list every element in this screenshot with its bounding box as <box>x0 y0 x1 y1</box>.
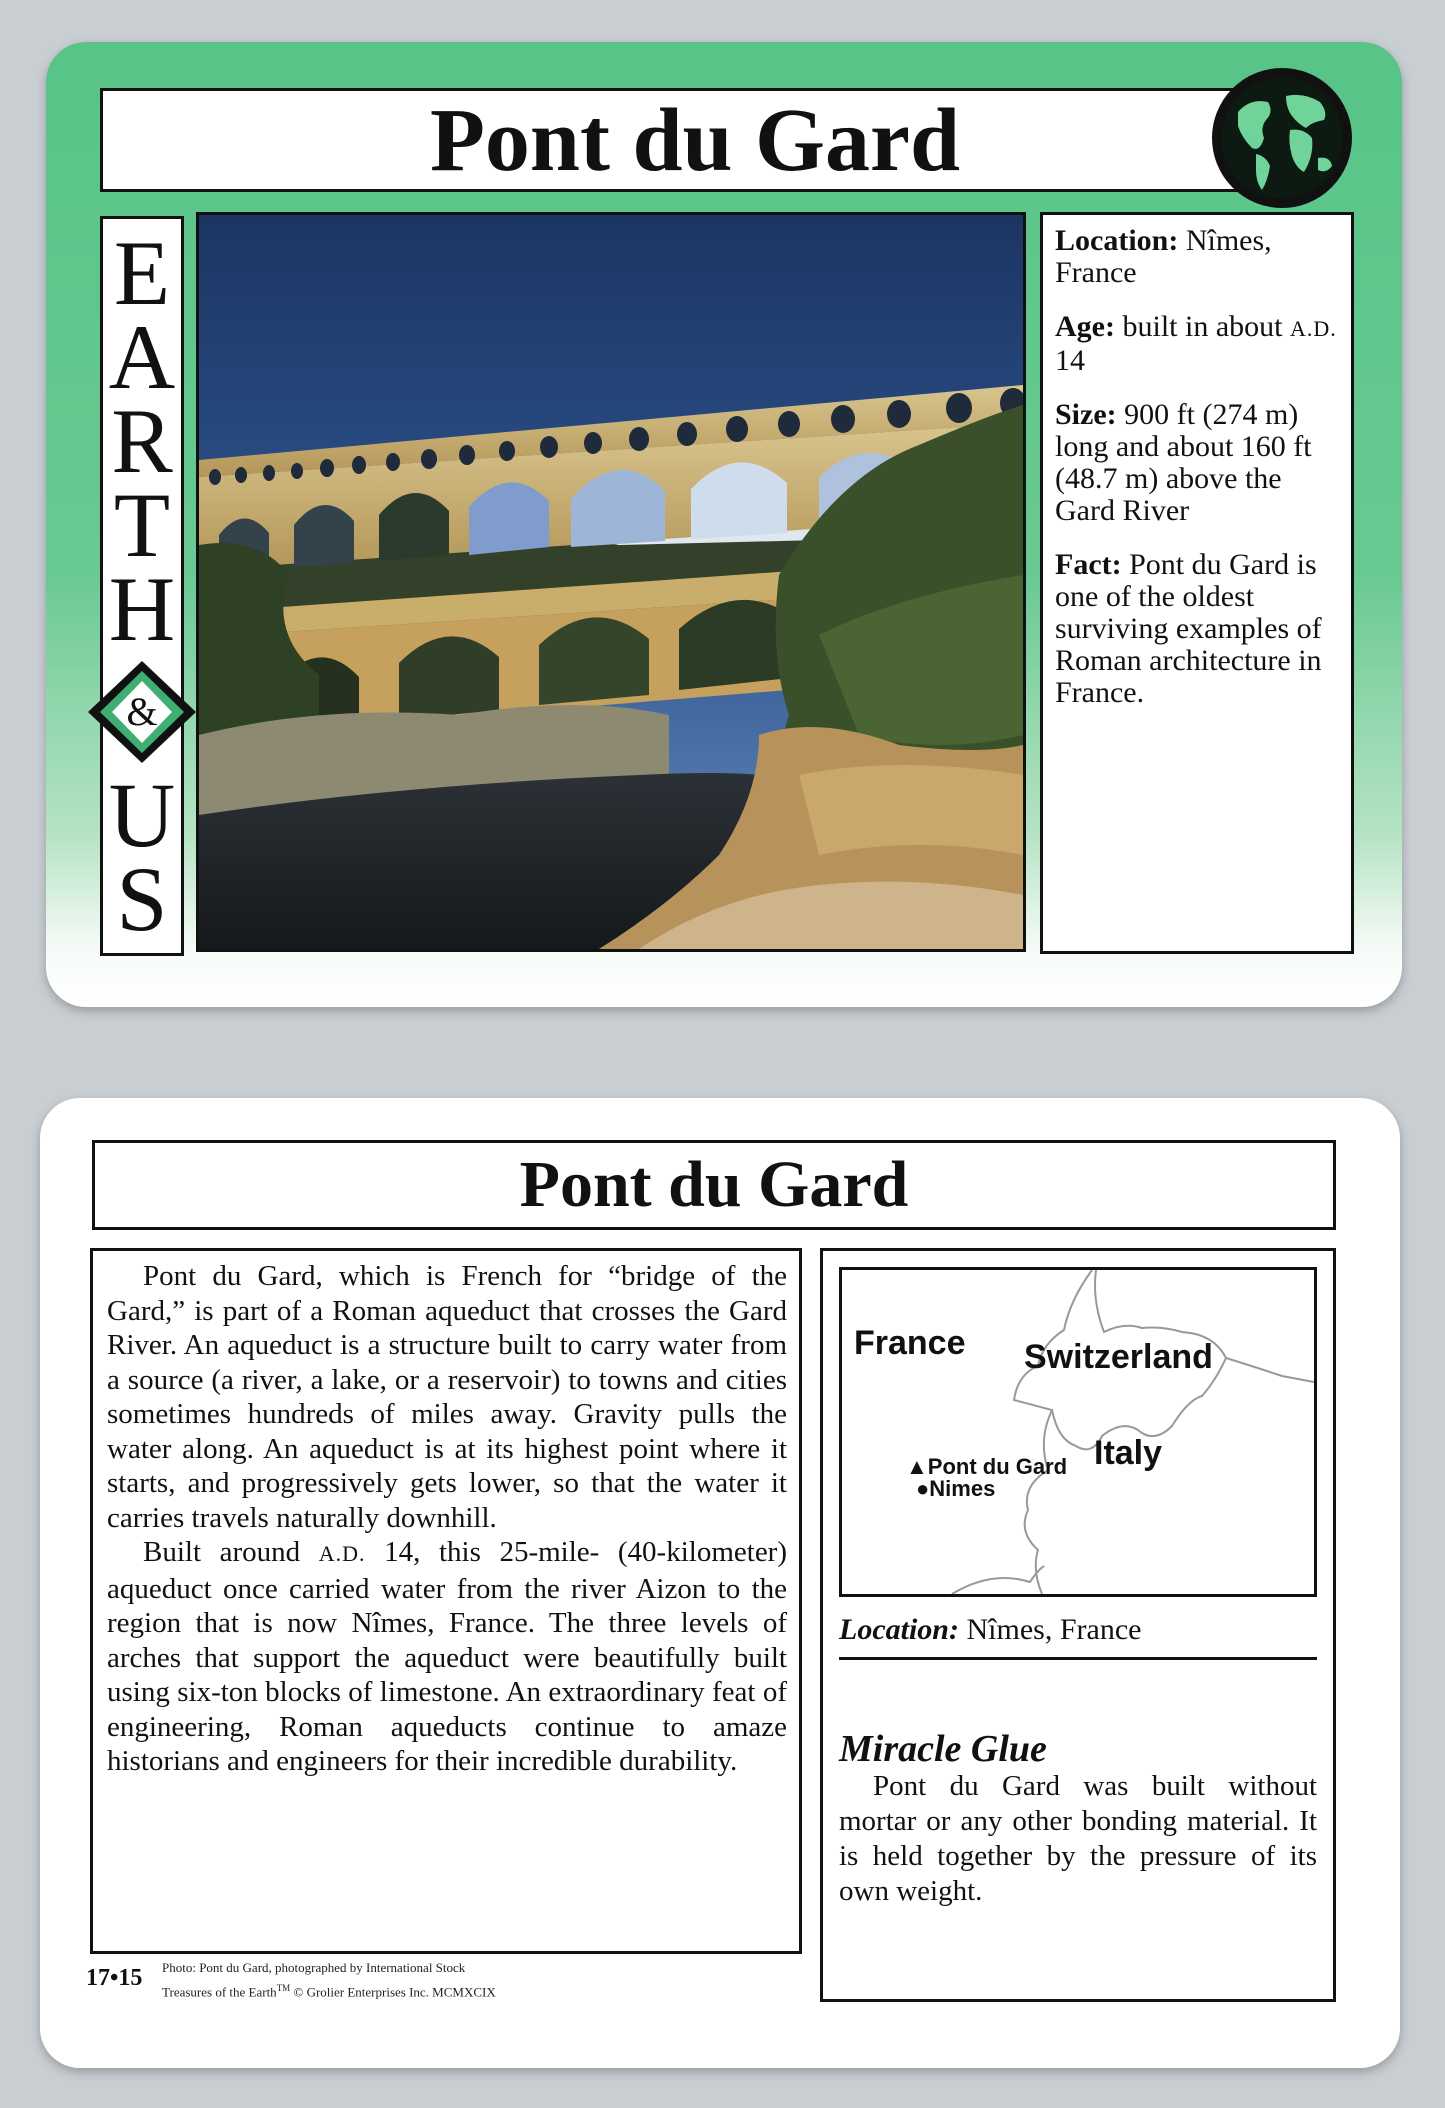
age-value: built in about <box>1122 310 1283 343</box>
fact-age <box>1055 311 1343 377</box>
map-label-switzerland: Switzerland <box>1024 1338 1213 1376</box>
location-value: Nîmes, France <box>1055 224 1272 289</box>
fact-location <box>1055 225 1343 289</box>
map-label-pont: Pont du Gard <box>927 1454 1068 1479</box>
miracle-glue-text: Pont du Gard was built without mortar or any other bonding material. It is held together by the pressure of its own weight. <box>839 1770 1317 1907</box>
credit-line-1: Photo: Pont du Gard, photographed by International Stock <box>162 1960 466 1975</box>
description-paragraph-1: Pont du Gard, which is French for “bridge of the Gard,” is part of a Roman aqueduct that crosses the Gard River. An aqueduct is a structure built to carry water from a source (a river, a lake, or a reservoir) to towns and cities sometimes hundreds of miles away. Gravity pulls the water along. An aqueduct is at its highest point where it starts, and progressively gets lower, so that the water it carries travels naturally downhill. <box>107 1260 787 1534</box>
credit-line-2-post: © Grolier Enterprises Inc. MCMXCIX <box>290 1984 496 2000</box>
map-label-italy: Italy <box>1094 1434 1163 1472</box>
miracle-glue-heading: Miracle Glue <box>839 1728 1047 1770</box>
map-label-france: France <box>854 1324 966 1362</box>
front-title-bar <box>100 88 1290 192</box>
p2-post: 14, this 25-mile- (40-kilometer) aqueduct once carried water from the river Aizon to the region that is now Nîmes, France. The three levels of arches that support the aqueduct were beautifully built using six-ton blocks of limestone. An extraordinary feat of engineering, Roman aqueducts continue to amaze historians and engineers for their incredible durability. <box>107 1536 787 1777</box>
map-marker-nimes <box>916 1476 995 1502</box>
front-card <box>46 42 1402 1007</box>
spine-letter: E <box>113 222 171 324</box>
age-era: A.D. <box>1289 316 1337 341</box>
credit-line-2 <box>162 1978 496 2002</box>
spine-letter: U <box>108 764 176 866</box>
ampersand-diamond-icon <box>82 657 202 767</box>
back-card <box>40 1098 1400 2068</box>
earth-and-us-spine <box>100 216 184 956</box>
front-title: Pont du Gard <box>429 90 961 190</box>
trademark: TM <box>276 1983 291 1993</box>
location-map <box>839 1267 1317 1597</box>
dot-marker-icon: ● <box>916 1476 930 1501</box>
aqueduct-photo <box>196 212 1026 952</box>
credit-line-2-pre: Treasures of the Earth <box>162 1984 277 2000</box>
p2-era: A.D. <box>318 1541 366 1566</box>
age-year: 14 <box>1055 344 1085 377</box>
globe-icon <box>1212 68 1352 208</box>
size-label: Size: <box>1055 398 1117 431</box>
location-label: Location: <box>1055 224 1179 257</box>
spine-ampersand: & <box>126 689 158 734</box>
spine-letter: T <box>113 474 171 576</box>
card-number: 17•15 <box>86 1965 143 1991</box>
fact-label: Fact: <box>1055 548 1122 581</box>
back-title: Pont du Gard <box>519 1148 909 1221</box>
description-paragraph-2 <box>107 1535 787 1779</box>
spine-letter: S <box>116 848 168 950</box>
credits <box>162 1958 496 2002</box>
spine-letter: A <box>108 306 176 408</box>
sidebar-box <box>820 1248 1336 2002</box>
spine-letter: R <box>111 390 173 492</box>
facts-panel <box>1040 212 1354 954</box>
fact-fact <box>1055 549 1343 709</box>
spine-letter: H <box>108 558 176 660</box>
location-caption <box>839 1613 1317 1660</box>
location-caption-label: Location: <box>839 1613 959 1646</box>
location-caption-value: Nîmes, France <box>966 1613 1142 1646</box>
map-borders <box>842 1270 1314 1594</box>
back-title-bar <box>92 1140 1336 1230</box>
p2-pre: Built around <box>143 1536 301 1568</box>
size-value: 900 ft (274 m) long and about 160 ft (48.7 m) above the Gard River <box>1055 398 1312 527</box>
map-label-nimes: Nimes <box>929 1476 996 1501</box>
description-box <box>90 1248 802 1954</box>
fact-size <box>1055 399 1343 527</box>
triangle-marker-icon: ▲ <box>906 1454 928 1479</box>
fact-value: Pont du Gard is one of the oldest surviving examples of Roman architecture in France. <box>1055 548 1322 709</box>
age-label: Age: <box>1055 310 1115 343</box>
